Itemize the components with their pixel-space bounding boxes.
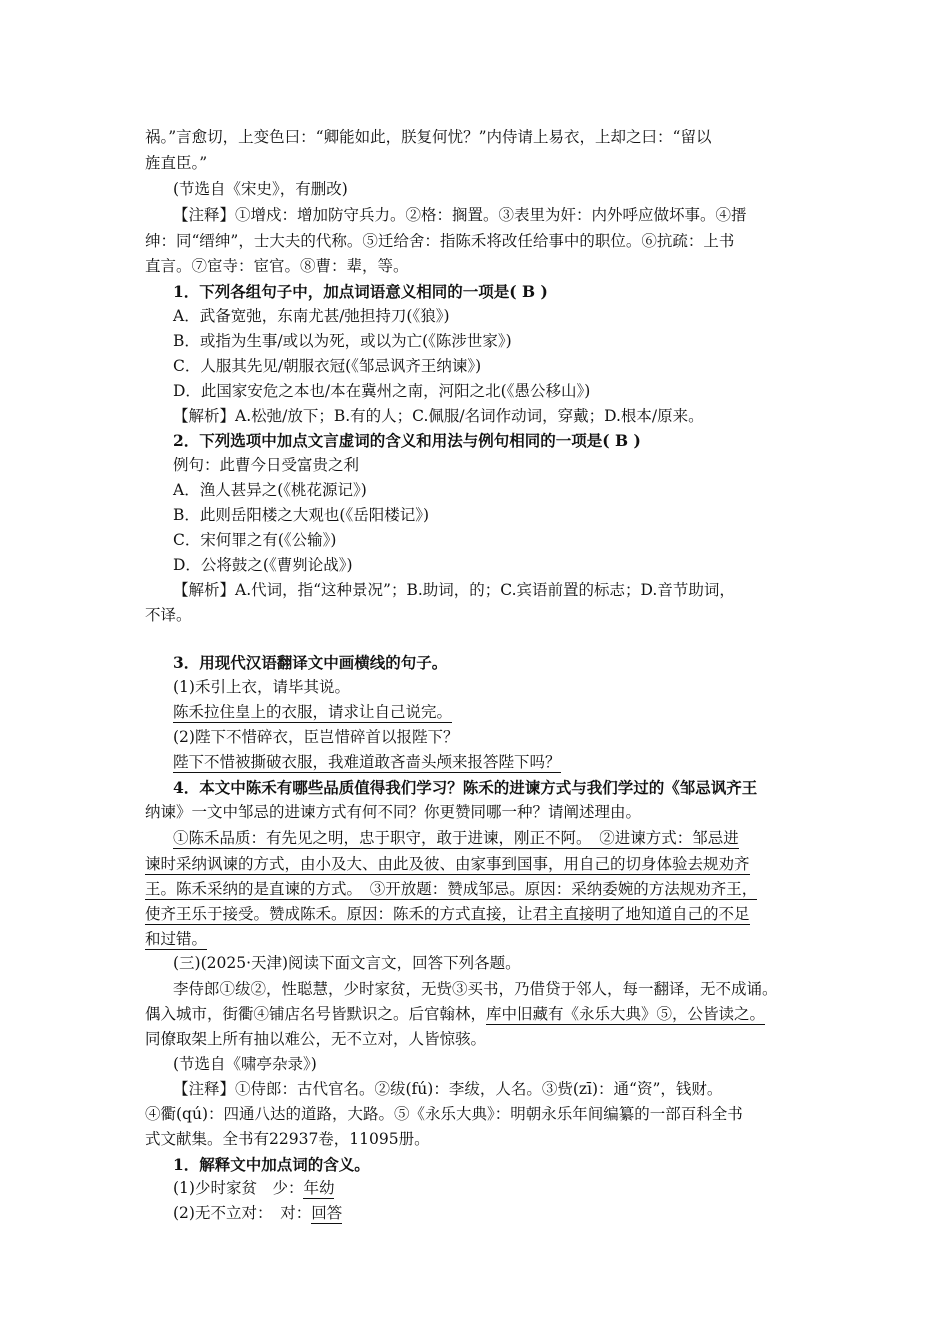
translation-2: 陛下不惜被撕破衣服，我难道敢吝啬头颅来报答陛下吗？ bbox=[173, 753, 561, 771]
option-c: C．人服其先见/朝服衣冠(《邹忌讽齐王纳谏》) bbox=[173, 357, 482, 375]
answer-letter: B bbox=[522, 282, 536, 301]
source-citation: (节选自《宋史》，有删改) bbox=[173, 180, 348, 198]
annotation-line: 绅：同“缙绅”，士大夫的代称。⑤迁给舍：指陈禾将改任给事中的职位。⑥抗疏：上书 bbox=[145, 232, 735, 250]
answer-line: 使齐王乐于接受。赞成陈禾。原因：陈禾的方式直接，让君主直接明了地知道自己的不足 bbox=[145, 905, 750, 923]
option-d: D．公将鼓之(《曹刿论战》) bbox=[173, 556, 353, 574]
option-d: D．此国家安危之本也/本在冀州之南，河阳之北(《愚公移山》) bbox=[173, 382, 591, 400]
option-c: C．宋何罪之有(《公输》) bbox=[173, 531, 337, 549]
source-citation: (节选自《啸亭杂录》) bbox=[173, 1055, 317, 1073]
option-a: A．渔人甚异之(《桃花源记》) bbox=[173, 481, 367, 499]
passage-line: 旌直臣。” bbox=[145, 154, 208, 172]
passage-line: 偶入城市，街衢④铺店名号皆默识之。后官翰林，库中旧藏有《永乐大典》⑤，公皆读之。 bbox=[145, 1005, 766, 1023]
word-2: (2)无不立对： 对：回答 bbox=[173, 1204, 343, 1222]
question-3-stem: 3．用现代汉语翻译文中画横线的句子。 bbox=[173, 653, 448, 672]
option-b: B．此则岳阳楼之大观也(《岳阳楼记》) bbox=[173, 506, 429, 524]
question-1-stem: 1．下列各组句子中，加点词语意义相同的一项是( B ) bbox=[173, 282, 548, 301]
answer-line: 和过错。 bbox=[145, 930, 208, 948]
passage-line: 祸。”言愈切，上变色曰：“卿能如此，朕复何忧？”内侍请上易衣，上却之曰：“留以 bbox=[145, 128, 712, 146]
passage-line: 同僚取架上所有抽以难公，无不立对，人皆惊骇。 bbox=[145, 1030, 487, 1048]
analysis: 【解析】A.松弛/放下；B.有的人；C.佩服/名词作动词，穿戴；D.根本/原来。 bbox=[173, 407, 704, 425]
word-1: (1)少时家贫 少：年幼 bbox=[173, 1179, 335, 1197]
option-b: B．或指为生事/或以为死，或以为亡(《陈涉世家》) bbox=[173, 332, 512, 350]
passage-line: 李侍郎①绂②，性聪慧，少时家贫，无赀③买书，乃借贷于邻人，每一翻译，无不成诵。 bbox=[173, 980, 778, 998]
question-4-stem-cont: 纳谏》一文中邹忌的进谏方式有何不同？你更赞同哪一种？请阐述理由。 bbox=[145, 803, 642, 821]
answer-line: 谏时采纳讽谏的方式，由小及大、由此及彼、由家事到国事，用自己的切身体验去规劝齐 bbox=[145, 855, 750, 873]
annotation-line: 【注释】①侍郎：古代官名。②绂(fú)：李绂，人名。③赀(zī)：通“资”，钱财。 bbox=[173, 1080, 723, 1098]
annotation-line: 式文献集。全书有22937卷，11095册。 bbox=[145, 1130, 430, 1148]
annotation-line: 【注释】①增戍：增加防守兵力。②格：搁置。③表里为奸：内外呼应做坏事。④搢 bbox=[173, 206, 747, 224]
annotation-line: ④衢(qú)：四通八达的道路，大路。⑤《永乐大典》：明朝永乐年间编纂的一部百科全书 bbox=[145, 1105, 743, 1123]
answer-line: 王。陈禾采纳的是直谏的方式。 ③开放题：赞成邹忌。原因：采纳委婉的方法规劝齐王， bbox=[145, 880, 758, 898]
example-sentence: 例句：此曹今日受富贵之利 bbox=[173, 456, 360, 474]
analysis: 【解析】A.代词，指“这种景况”；B.助词，的；C.宾语前置的标志；D.音节助词， bbox=[173, 581, 735, 599]
analysis-cont: 不译。 bbox=[145, 606, 192, 624]
translation-1: 陈禾拉住皇上的衣服，请求让自己说完。 bbox=[173, 703, 453, 721]
answer-line: ①陈禾品质：有先见之明，忠于职守，敢于进谏，刚正不阿。 ②进谏方式：邹忌进 bbox=[173, 829, 739, 847]
question-4-stem: 4．本文中陈禾有哪些品质值得我们学习？陈禾的进谏方式与我们学过的《邹忌讽齐王 bbox=[173, 778, 758, 797]
option-a: A．武备宽弛，东南尤甚/弛担持刀(《狼》) bbox=[173, 307, 450, 325]
question-5-stem: 1．解释文中加点词的含义。 bbox=[173, 1155, 370, 1174]
annotation-line: 直言。⑦宦寺：宦官。⑧曹：辈，等。 bbox=[145, 257, 409, 275]
answer-letter: B bbox=[615, 431, 629, 450]
section-title: (三)(2025·天津)阅读下面文言文，回答下列各题。 bbox=[173, 954, 521, 972]
question-2-stem: 2．下列选项中加点文言虚词的含义和用法与例句相同的一项是( B ) bbox=[173, 431, 641, 450]
sentence-2: (2)陛下不惜碎衣，臣岂惜碎首以报陛下？ bbox=[173, 728, 459, 746]
sentence-1: (1)禾引上衣，请毕其说。 bbox=[173, 678, 350, 696]
